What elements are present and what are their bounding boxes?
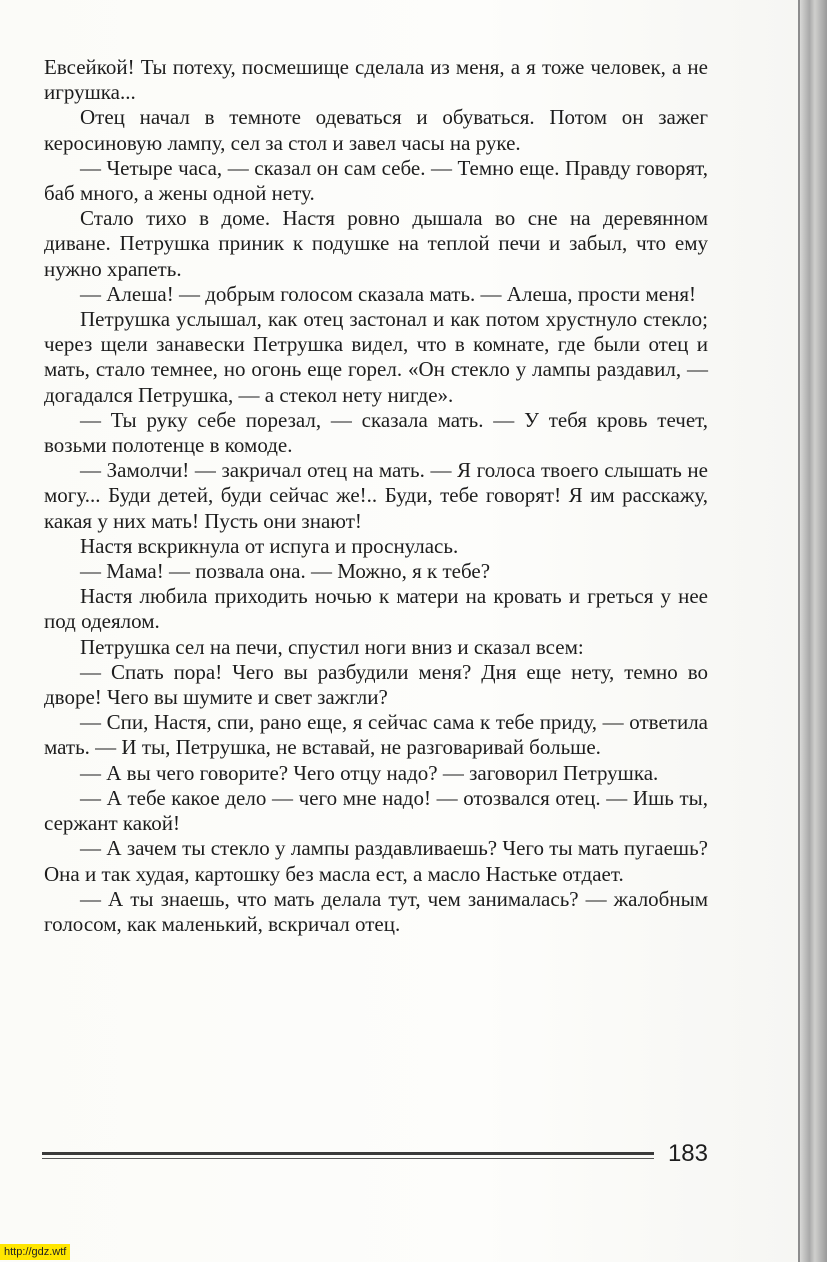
- paragraph: — А ты знаешь, что мать делала тут, чем занималась? — жалобным голосом, как маленький, вскричал отец.: [44, 886, 708, 936]
- page-number: 183: [667, 1140, 708, 1167]
- paragraph: — А вы чего говорите? Чего отцу надо? — заговорил Петрушка.: [80, 760, 659, 785]
- paragraph: — Мама! — позвала она. — Можно, я к тебе?: [80, 559, 491, 584]
- paragraph: Настя любила приходить ночью к матери на кровать и греться у нее под одеялом.: [44, 584, 708, 634]
- paragraph: — Спать пора! Чего вы разбудили меня? Дня еще нету, темно во дворе! Чего вы шумите и свет зажгли?: [44, 659, 708, 710]
- footer-rule-thin: [42, 1158, 654, 1159]
- page-text: [44, 55, 708, 937]
- page-edge: [800, 0, 827, 1262]
- footer-rule: [42, 1152, 654, 1160]
- paragraph: Отец начал в темноте одеваться и обуваться. Потом он зажег керосиновую лампу, сел за стол и завел часы на руке.: [44, 105, 708, 155]
- paragraph: — Четыре часа, — сказал он сам себе. — Темно еще. Правду говорят, баб много, а жены одной нету.: [44, 155, 708, 206]
- paragraph: — Замолчи! — закричал отец на мать. — Я голоса твоего слышать не могу... Буди детей, буди сейчас же!.. Буди, тебе говорят! Я им расскажу, какая у них мать! Пусть они знают!: [44, 458, 708, 533]
- paragraph: Стало тихо в доме. Настя ровно дышала во сне на деревянном диване. Петрушка приник к подушке на теплой печи и забыл, что ему нужно храпеть.: [44, 206, 708, 281]
- paragraph: Петрушка услышал, как отец застонал и как потом хрустнуло стекло; через щели занавески Петрушка видел, что в комнате, где были отец и мать, стало темнее, но огонь еще горел. «Он стекло у лампы раздавил, — догадался Петрушка, — а стекол нету нигде».: [44, 307, 708, 407]
- paragraph: — А зачем ты стекло у лампы раздавливаешь? Чего ты мать пугаешь? Она и так худая, картошку без масла ест, а масло Настьке отдает.: [44, 836, 708, 886]
- paragraph: — А тебе какое дело — чего мне надо! — отозвался отец. — Ишь ты, сержант какой!: [44, 785, 708, 836]
- paragraph: — Спи, Настя, спи, рано еще, я сейчас сама к тебе приду, — ответила мать. — И ты, Петрушка, не вставай, не разговаривай больше.: [44, 710, 708, 760]
- paragraph: Настя вскрикнула от испуга и проснулась.: [80, 533, 459, 558]
- watermark-label[interactable]: http://gdz.wtf: [0, 1244, 70, 1260]
- paragraph: — Ты руку себе порезал, — сказала мать. — У тебя кровь течет, возьми полотенце в комоде.: [44, 407, 708, 458]
- paragraph: — Алеша! — добрым голосом сказала мать. — Алеша, прости меня!: [80, 281, 697, 306]
- paragraph: Петрушка сел на печи, спустил ноги вниз и сказал всем:: [80, 634, 584, 659]
- footer-rule-thick: [42, 1152, 654, 1155]
- paragraph: Евсейкой! Ты потеху, посмешище сделала из меня, а я тоже человек, а не игрушка...: [44, 55, 708, 105]
